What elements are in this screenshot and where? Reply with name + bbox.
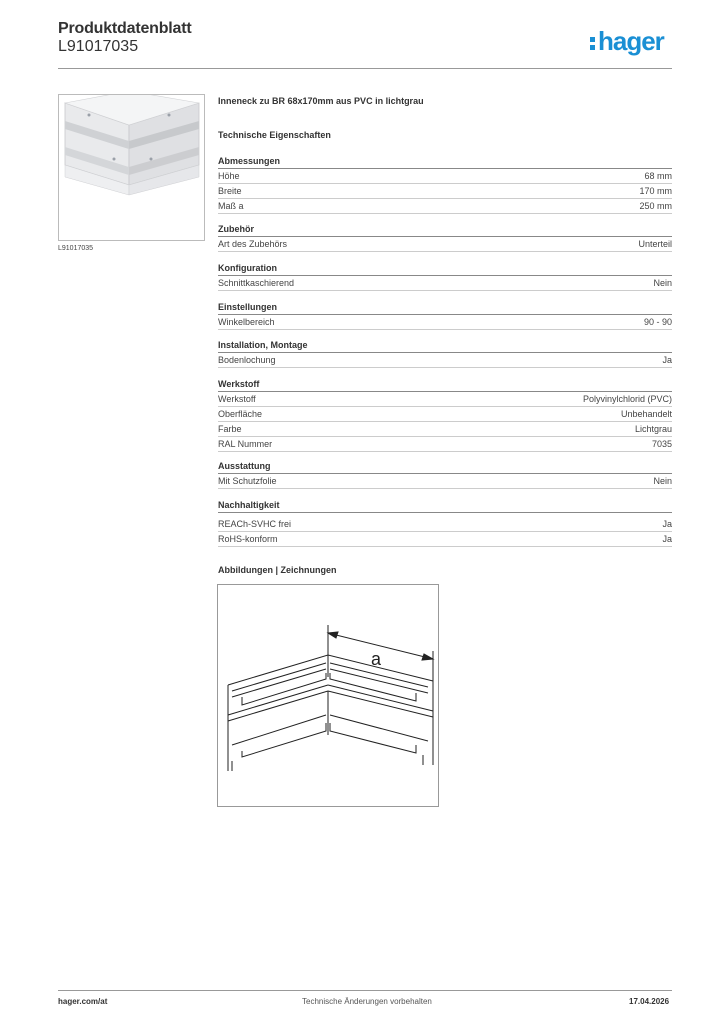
drawings-heading: Abbildungen | Zeichnungen — [218, 565, 337, 575]
product-image-caption: L91017035 — [58, 245, 94, 252]
property-row — [218, 532, 672, 547]
property-value: Ja — [662, 355, 672, 365]
property-row — [218, 276, 672, 291]
property-value: Ja — [662, 534, 672, 544]
property-row — [218, 517, 672, 532]
group-title: Installation, Montage — [218, 338, 672, 353]
group-title: Zubehör — [218, 222, 672, 237]
group-title: Ausstattung — [218, 459, 672, 474]
property-row — [218, 199, 672, 214]
group-accessory — [218, 222, 672, 252]
logo-text: hager — [598, 26, 664, 56]
property-label: Schnittkaschierend — [218, 278, 295, 288]
property-label: Winkelbereich — [218, 317, 275, 327]
group-settings — [218, 300, 672, 330]
property-value: Lichtgrau — [634, 424, 672, 434]
property-row — [218, 474, 672, 489]
property-value: 90 - 90 — [643, 317, 672, 327]
group-dimensions — [218, 154, 672, 214]
property-value: Unterteil — [638, 239, 672, 249]
footer-divider — [58, 990, 672, 991]
group-title: Konfiguration — [218, 261, 672, 276]
properties-heading: Technische Eigenschaften — [218, 130, 331, 140]
property-label: RAL Nummer — [218, 439, 273, 449]
article-number: L91017035 — [58, 38, 139, 55]
property-row — [218, 184, 672, 199]
logo-colon-icon — [590, 33, 596, 53]
property-label: Bodenlochung — [218, 355, 276, 365]
property-value: 7035 — [651, 439, 672, 449]
group-installation — [218, 338, 672, 368]
group-sustainability — [218, 498, 672, 547]
property-label: Oberfläche — [218, 409, 263, 419]
property-row — [218, 422, 672, 437]
product-image — [58, 94, 205, 241]
dimension-label: a — [371, 649, 382, 669]
group-equipment — [218, 459, 672, 489]
property-value: Polyvinylchlorid (PVC) — [582, 394, 672, 404]
hager-logo — [590, 27, 664, 55]
footer-date: 17.04.2026 — [629, 997, 670, 1006]
property-value: Unbehandelt — [620, 409, 672, 419]
property-label: REACh-SVHC frei — [218, 519, 292, 529]
property-row — [218, 315, 672, 330]
group-material — [218, 377, 672, 452]
property-value: 250 mm — [639, 201, 672, 211]
property-label: RoHS-konform — [218, 534, 278, 544]
property-label: Mit Schutzfolie — [218, 476, 277, 486]
property-row — [218, 437, 672, 452]
property-value: 170 mm — [639, 186, 672, 196]
technical-drawing — [217, 584, 439, 807]
property-label: Art des Zubehörs — [218, 239, 288, 249]
property-row — [218, 392, 672, 407]
property-value: 68 mm — [644, 171, 672, 181]
footer-notice: Technische Änderungen vorbehalten — [302, 997, 432, 1006]
property-label: Höhe — [218, 171, 240, 181]
header-divider — [58, 68, 672, 69]
property-value: Nein — [653, 278, 672, 288]
property-row — [218, 169, 672, 184]
group-title: Abmessungen — [218, 154, 672, 169]
product-description: Inneneck zu BR 68x170mm aus PVC in lichtgrau — [218, 96, 424, 106]
property-row — [218, 353, 672, 368]
property-row — [218, 407, 672, 422]
page-title: Produktdatenblatt — [58, 20, 192, 37]
property-label: Farbe — [218, 424, 242, 434]
property-label: Werkstoff — [218, 394, 256, 404]
property-value: Ja — [662, 519, 672, 529]
group-title: Nachhaltigkeit — [218, 498, 672, 513]
property-row — [218, 237, 672, 252]
group-title: Werkstoff — [218, 377, 672, 392]
property-label: Maß a — [218, 201, 244, 211]
footer-website-link[interactable]: hager.com/at — [58, 997, 108, 1006]
property-value: Nein — [653, 476, 672, 486]
group-configuration — [218, 261, 672, 291]
property-label: Breite — [218, 186, 242, 196]
group-title: Einstellungen — [218, 300, 672, 315]
